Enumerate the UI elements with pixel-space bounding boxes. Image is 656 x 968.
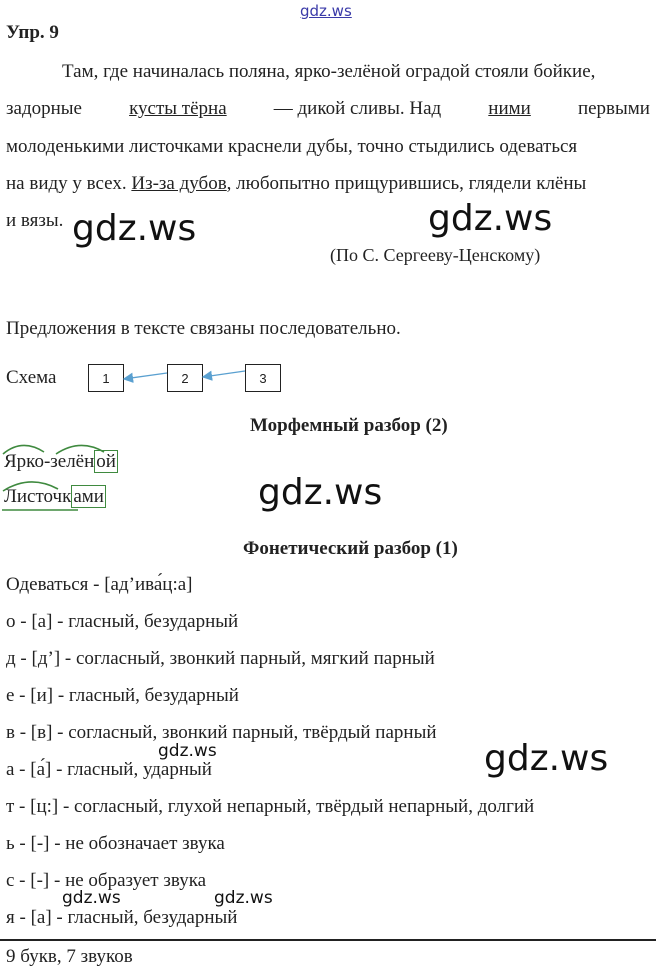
morph-word-1 bbox=[4, 451, 118, 473]
text-line-5: и вязы. bbox=[6, 210, 64, 231]
divider bbox=[0, 939, 656, 941]
text-word: первыми bbox=[577, 98, 650, 119]
text-fragment: на виду у всех. bbox=[6, 173, 127, 194]
underlined-pronoun: ними bbox=[488, 98, 531, 119]
morph-stem: Ярко-зелён bbox=[4, 451, 95, 472]
phon-line: о - [а] - гласный, безударный bbox=[6, 611, 239, 632]
scheme-box-3: 3 bbox=[245, 364, 281, 392]
morph-stem: Листочк bbox=[4, 486, 72, 507]
morph-word-2 bbox=[4, 486, 106, 508]
scheme-label: Схема bbox=[6, 367, 57, 388]
phon-line: ь - [-] - не обозначает звука bbox=[6, 833, 225, 854]
text-fragment: — дикой сливы. Над bbox=[273, 98, 442, 119]
phon-line: с - [-] - не образует звука bbox=[6, 870, 207, 891]
watermark: gdz.ws bbox=[158, 741, 217, 761]
arrow-2-to-1 bbox=[124, 373, 167, 379]
text-fragment: , любопытно прищурившись, глядели клёны bbox=[226, 173, 587, 194]
underlined-subject: кусты тёрна bbox=[129, 98, 227, 119]
watermark: gdz.ws bbox=[72, 208, 197, 249]
scheme-box-2: 2 bbox=[167, 364, 203, 392]
scheme-box-1: 1 bbox=[88, 364, 124, 392]
phon-line: Одеваться - [ад’ива́ц:а] bbox=[6, 574, 193, 595]
phon-summary: 9 букв, 7 звуков bbox=[6, 946, 133, 967]
underlined-phrase: Из-за дубов bbox=[131, 173, 227, 194]
phon-title: Фонетический разбор (1) bbox=[243, 538, 458, 559]
phon-line: т - [ц:] - согласный, глухой непарный, твёрдый непарный, долгий bbox=[6, 796, 535, 817]
ending-box: ой bbox=[96, 451, 116, 472]
ending-box: ами bbox=[73, 486, 104, 507]
watermark: gdz.ws bbox=[484, 738, 609, 779]
morph-title: Морфемный разбор (2) bbox=[250, 415, 448, 436]
phon-line: а - [а́] - гласный, ударный bbox=[6, 759, 212, 780]
text-line-3: молоденькими листочками краснели дубы, точно стыдились одеваться bbox=[6, 136, 578, 157]
scheme-arrows bbox=[0, 0, 656, 420]
exercise-title: Упр. 9 bbox=[6, 22, 59, 43]
source-citation: (По С. Сергееву-Ценскому) bbox=[330, 245, 541, 265]
watermark: gdz.ws bbox=[214, 888, 273, 908]
watermark-top[interactable]: gdz.ws bbox=[300, 2, 352, 20]
phon-line: д - [д’] - согласный, звонкий парный, мягкий парный bbox=[6, 648, 435, 669]
connection-statement: Предложения в тексте связаны последовательно. bbox=[6, 318, 401, 339]
text-word: задорные bbox=[6, 98, 82, 119]
watermark: gdz.ws bbox=[258, 472, 383, 513]
phon-line: в - [в] - согласный, звонкий парный, твёрдый парный bbox=[6, 722, 437, 743]
phon-line: я - [а] - гласный, безударный bbox=[6, 907, 238, 928]
text-line-1: Там, где начиналась поляна, ярко-зелёной оградой стояли бойкие, bbox=[62, 61, 596, 82]
watermark: gdz.ws bbox=[428, 198, 553, 239]
phon-line: е - [и] - гласный, безударный bbox=[6, 685, 239, 706]
watermark: gdz.ws bbox=[62, 888, 121, 908]
arrow-3-to-2 bbox=[203, 371, 245, 377]
